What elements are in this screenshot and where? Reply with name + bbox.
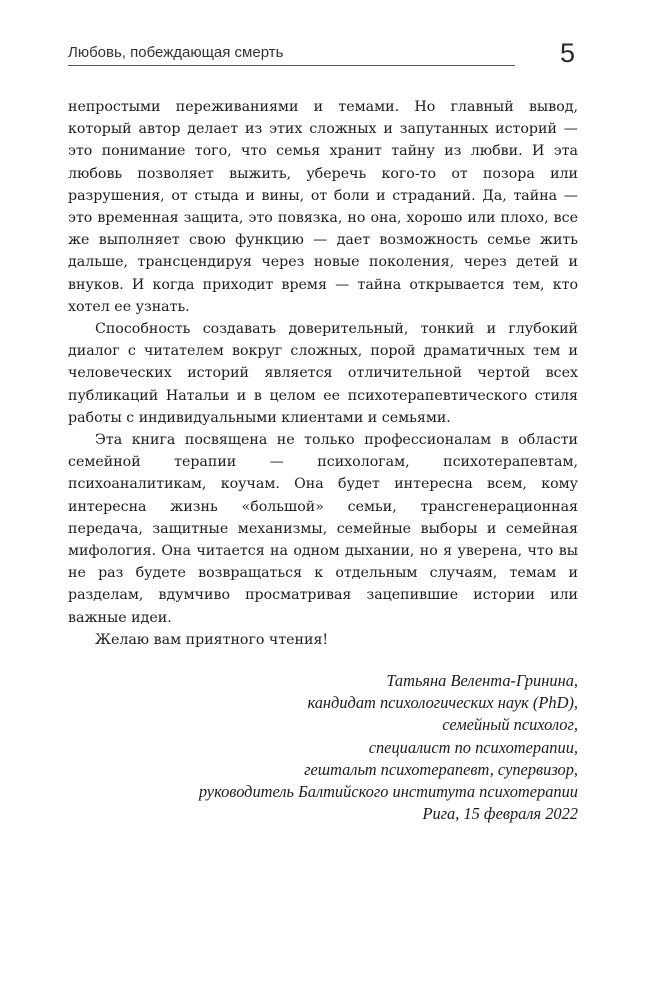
signature-role: гештальт психотерапевт, супервизор, (304, 759, 578, 779)
paragraph-continued: непростыми переживаниями и темами. Но главный вывод, который автор делает из этих сложных и запутанных историй — это понимание того, что семья хранит тайну из любви. И эта любовь позволяет выжить, уберечь кого-то от позора или разрушения, от стыда и вины, от боли и страданий. Да, тайна — это временная защита, это повязка, но она, хорошо или плохо, все же выполняет свою функцию — дает возможность семье жить дальше, трансцендируя через новые поколения, через детей и внуков. И когда приходит время — тайна открывается тем, кто хотел ее узнать. (68, 99, 578, 315)
paragraph-closing: Желаю вам приятного чтения! (95, 631, 329, 648)
signature-role: специалист по психотерапии, (368, 737, 578, 757)
signature-degree: кандидат психологических наук (PhD), (307, 693, 578, 713)
running-header (68, 38, 580, 68)
signature-affiliation: руководитель Балтийского института психотерапии (198, 782, 578, 802)
signature-name: Татьяна Велента-Гринина, (386, 671, 578, 690)
header-rule (68, 65, 515, 66)
author-signature (138, 670, 578, 825)
body-text (68, 96, 578, 651)
signature-place-date: Рига, 15 февраля 2022 (422, 804, 578, 824)
paragraph: Способность создавать доверительный, тонкий и глубокий диалог с читателем вокруг сложных, порой драматичных тем и человеческих историй является отличительной чертой всех публикаций Натальи и в целом ее психотерапевтического стиля работы с индивидуальными клиентами и семьями. (68, 321, 578, 426)
signature-role: семейный психолог, (442, 715, 578, 735)
running-header-title: Любовь, побеждающая смерть (68, 44, 284, 61)
page-number: 5 (559, 38, 575, 68)
paragraph: Эта книга посвящена не только профессионалам в области семейной терапии — психологам, психотерапевтам, психоаналитикам, коучам. Она будет интересна всем, кому интересна жизнь «большой» семьи, трансгенерационная передача, защитные механизмы, семейные выборы и семейная мифология. Она читается на одном дыхании, но я уверена, что вы не раз будете возвращаться к отдельным случаям, темам и разделам, вдумчиво просматривая зацепившие истории или важные идеи. (68, 432, 578, 626)
